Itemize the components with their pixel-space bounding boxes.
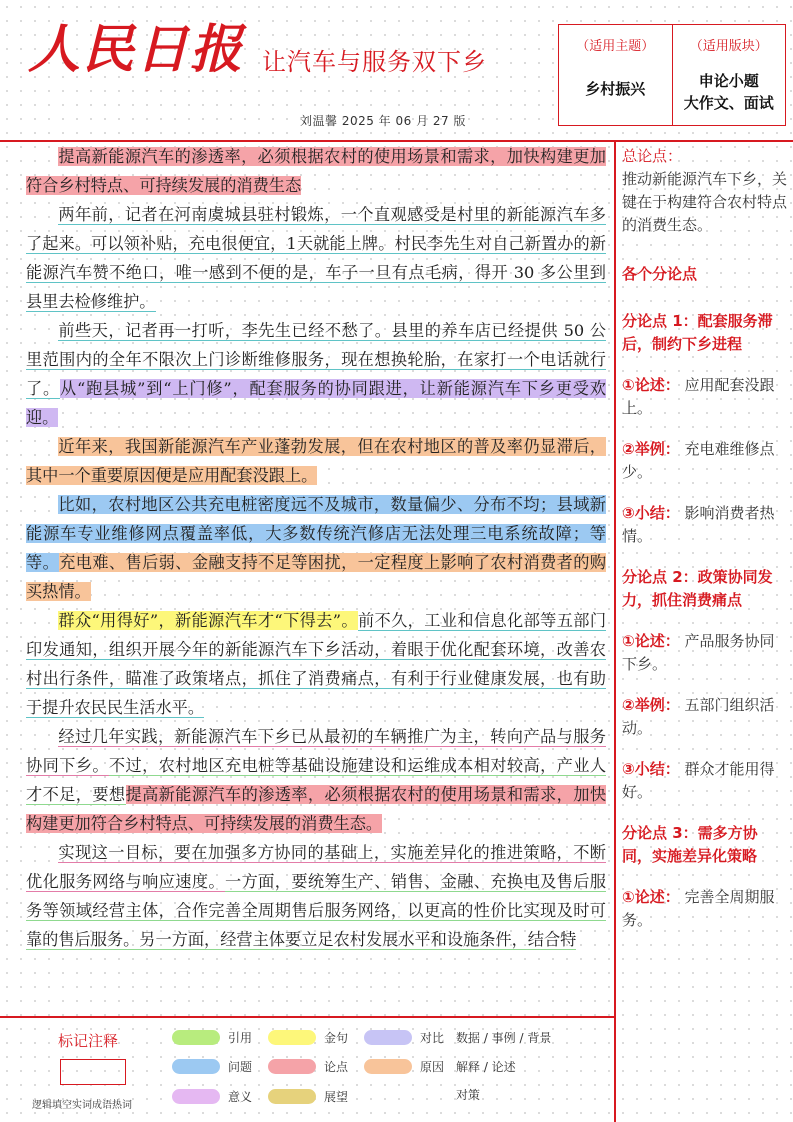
legend-item-outlook: 展望 [268, 1088, 348, 1105]
sub-argument-2-point-3: ③小结： 群众才能用得好。 [622, 760, 775, 801]
highlight-reason: 近年来，我国新能源汽车产业蓬勃发展，但在农村地区的普及率仍显滞后，其中一个重要原因便是应用配套没跟上。 [26, 437, 606, 485]
legend-caption: 逻辑填空实词成语热词 [32, 1100, 132, 1111]
sidebar-notes [622, 145, 787, 950]
main-argument-text: 推动新能源汽车下乡，关键在于构建符合农村特点的消费生态。 [622, 170, 788, 234]
sub-arguments-header: 各个分论点 [622, 265, 698, 283]
underline-background: 前不久，工业和信息化部等五部门印发通知，组织开展今年的新能源汽车下乡活动，着眼于优化配套环境，改善农村出行条件，瞄准了政策堵点，抓住了消费痛点，有利于行业健康发展，也有助于提升农民民生活水平。 [26, 611, 607, 717]
legend-swatch [268, 1059, 316, 1074]
section-tag [672, 25, 786, 125]
paragraph-2 [26, 200, 606, 316]
legend-item-quote: 引用 [172, 1029, 252, 1046]
legend-note-explain: 解释 / 论述 [456, 1060, 516, 1074]
sub-argument-1-title: 分论点 1：配套服务滞后，制约下乡进程 [622, 312, 773, 353]
legend-sample-box [60, 1059, 126, 1085]
paragraph-7 [26, 722, 606, 838]
underline-countermeasure: 不过，农村地区充电桩等基础设施建设和运维成本相对较高，产业人才不足，要想 [26, 756, 607, 804]
section-label: （适用版块） [689, 39, 768, 54]
underline-background: 两年前，记者在河南虞城县驻村锻炼，一个直观感受是村里的新能源汽车多了起来。可以领补贴，充电很便宜，1天就能上牌。村民李先生对自己新置办的新能源汽车赞不绝口，唯一感到不便的是，车子一旦有点毛病，得开 30 多公里到县里去检修维护。 [26, 205, 606, 311]
byline: 刘温馨 2025 年 06 月 27 版 [300, 114, 466, 128]
tag-box [558, 24, 786, 126]
legend-swatch [172, 1030, 220, 1045]
paragraph-6 [26, 606, 606, 722]
legend-swatch [268, 1089, 316, 1104]
sub-argument-1-point-2: ②举例： 充电难维修点少。 [622, 440, 775, 481]
legend-divider [0, 1016, 614, 1018]
legend-item-significance: 意义 [172, 1088, 252, 1105]
legend-swatch [364, 1030, 412, 1045]
highlight-reason: 充电难、售后弱、金融支持不足等困扰，一定程度上影响了农村消费者的购买热情。 [26, 553, 607, 601]
underline-explanation: 经过几年实践，新能源汽车下乡已从最初的车辆推广为主，转向产品与服务协同下乡。 [26, 727, 606, 775]
section-value [673, 70, 786, 114]
legend-item-golden-quote: 金句 [268, 1029, 348, 1046]
legend-title: 标记注释 [58, 1032, 119, 1050]
paragraph-1 [26, 142, 606, 200]
legend-item-problem: 问题 [172, 1058, 252, 1075]
legend-note-data: 数据 / 事例 / 背景 [456, 1031, 552, 1045]
highlight-contrast: 从“跑县城”到“上门修”，配套服务的协同跟进，让新能源汽车下乡更受欢迎。 [26, 379, 606, 427]
paragraph-8 [26, 838, 606, 954]
underline-background: 前些天，记者再一打听，李先生已经不愁了。县里的养车店已经提供 50 公里范围内的全年不限次上门诊断维修服务，现在想换轮胎，在家打一个电话就行了。 [26, 321, 606, 398]
legend-item-thesis: 论点 [268, 1058, 348, 1075]
legend-item-reason: 原因 [364, 1058, 444, 1075]
underline-countermeasure: 一方面，要统筹生产、销售、金融、充换电及售后服务等领域经营主体，合作完善全周期售后服务网络，以更高的性价比实现及时可靠的售后服务。另一方面，经营主体要立足农村发展水平和设施条件，结合特 [26, 872, 607, 949]
highlight-golden-quote: 群众“用得好”，新能源汽车才“下得去”。 [58, 611, 358, 630]
sub-argument-1-point-1: ①论述： 应用配套没跟上。 [622, 376, 775, 417]
sub-argument-3-point-1: ①论述： 完善全周期服务。 [622, 888, 775, 929]
paragraph-4 [26, 432, 606, 490]
newspaper-logo: 人民日报 [28, 19, 245, 80]
highlight-problem: 比如，农村地区公共充电桩密度远不及城市，数量偏少、分布不均；县域新能源车专业维修网点覆盖率低，大多数传统汽修店无法处理三电系统故障；等等。 [26, 495, 606, 572]
sub-argument-2-point-2: ②举例： 五部门组织活动。 [622, 696, 775, 737]
section-value-1: 申论小题 [698, 72, 759, 90]
sub-argument-3-title: 分论点 3：需多方协同，实施差异化策略 [622, 824, 758, 865]
main-argument-title: 总论点： [622, 147, 683, 165]
underline-explanation: 实现这一目标，要在加强多方协同的基础上，实施差异化的推进策略，不断优化服务网络与响应速度。 [26, 843, 606, 891]
column-divider [614, 140, 616, 1122]
sub-argument-2-point-1: ①论述： 产品服务协同下乡。 [622, 632, 775, 673]
article-headline: 让汽车与服务双下乡 [262, 48, 487, 76]
paragraph-3 [26, 316, 606, 432]
paragraph-5 [26, 490, 606, 606]
theme-tag [559, 25, 672, 125]
theme-value: 乡村振兴 [585, 80, 646, 98]
legend-swatch [172, 1089, 220, 1104]
legend-note-countermeasure: 对策 [456, 1088, 481, 1102]
sub-argument-2-title: 分论点 2：政策协同发力，抓住消费痛点 [622, 568, 773, 609]
section-value-2: 大作文、面试 [683, 94, 774, 112]
highlight-thesis: 提高新能源汽车的渗透率，必须根据农村的使用场景和需求，加快构建更加符合乡村特点、可持续发展的消费生态 [26, 147, 606, 195]
theme-label: （适用主题） [576, 39, 655, 54]
legend-item-contrast: 对比 [364, 1029, 444, 1046]
highlight-thesis: 提高新能源汽车的渗透率，必须根据农村的使用场景和需求，加快构建更加符合乡村特点、可持续发展的消费生态。 [26, 785, 607, 833]
sub-argument-1-point-3: ③小结： 影响消费者热情。 [622, 504, 775, 545]
legend-swatch [364, 1059, 412, 1074]
article-body [26, 142, 606, 954]
legend-swatch [172, 1059, 220, 1074]
legend-swatch [268, 1030, 316, 1045]
